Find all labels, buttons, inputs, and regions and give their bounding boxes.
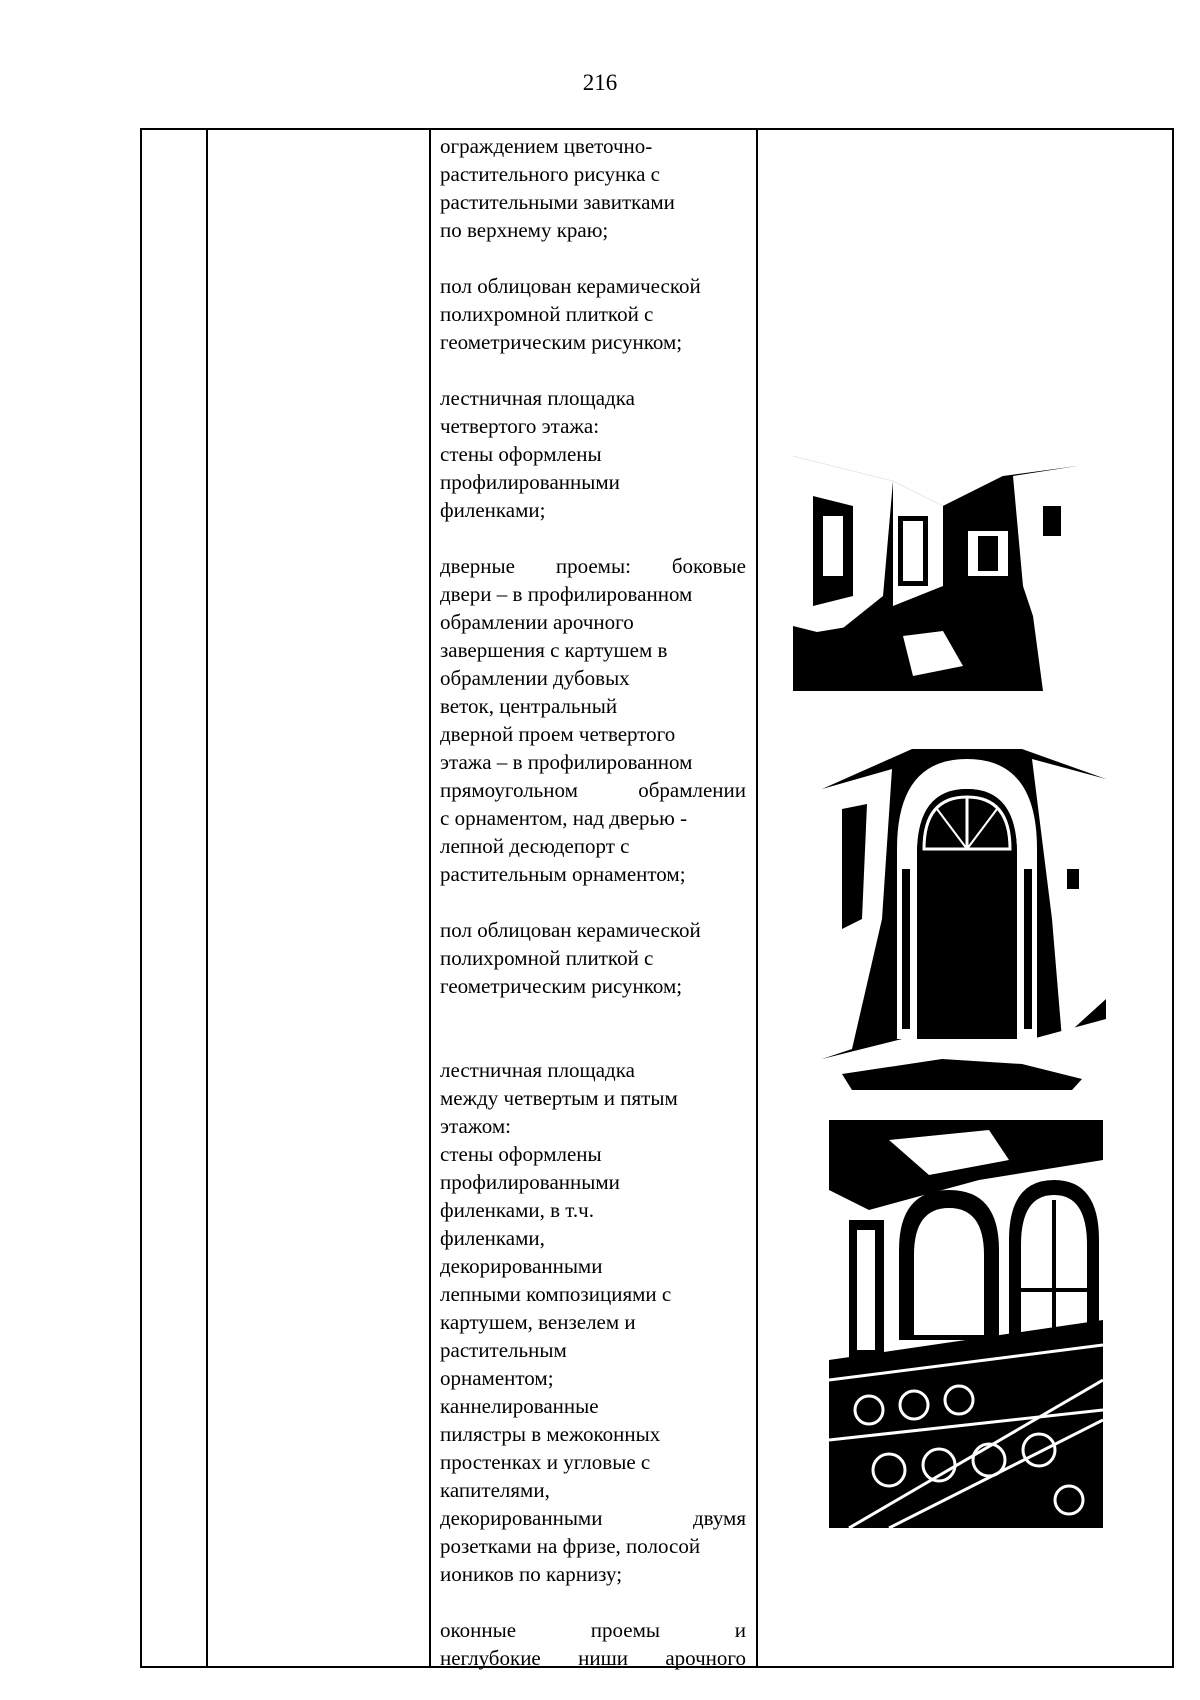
word: обрамлении — [638, 778, 746, 802]
word: оконные — [440, 1618, 517, 1642]
text-line: по верхнему краю; — [440, 218, 609, 242]
text-line: филенками, в т.ч. — [440, 1198, 594, 1222]
text-line: профилированными — [440, 470, 620, 494]
paragraph-landing-4 — [440, 384, 746, 524]
text-line — [440, 1644, 746, 1672]
word: декорированными — [440, 1506, 603, 1530]
text-line: завершения с картушем в — [440, 638, 668, 662]
text-line: веток, центральный — [440, 694, 618, 718]
text-line: филенками; — [440, 498, 546, 522]
text-line — [440, 1504, 746, 1532]
text-line: орнаментом; — [440, 1366, 554, 1390]
paragraph-landing-4-5 — [440, 1056, 746, 1588]
text-line: этажом: — [440, 1114, 511, 1138]
text-line: пол облицован керамической — [440, 918, 701, 942]
text-line — [440, 1616, 746, 1644]
column-divider-3 — [756, 128, 758, 1668]
text-line: картушем, вензелем и — [440, 1310, 636, 1334]
text-line: растительным орнаментом; — [440, 862, 686, 886]
word: дверные — [440, 554, 515, 578]
word: и — [734, 1618, 746, 1642]
text-line: четвертого этажа: — [440, 414, 600, 438]
paragraph-floor-1 — [440, 272, 746, 356]
text-line: стены оформлены — [440, 442, 602, 466]
text-line: каннелированные — [440, 1394, 599, 1418]
text-line: лепной десюдепорт с — [440, 834, 630, 858]
text-line: иоников по карнизу; — [440, 1562, 623, 1586]
text-line: пол облицован керамической — [440, 274, 701, 298]
text-line: растительного рисунка с — [440, 162, 660, 186]
text-line: двери – в профилированном — [440, 582, 693, 606]
text-line: капителями, — [440, 1478, 550, 1502]
text-line: филенками, — [440, 1226, 545, 1250]
text-line: геометрическим рисунком; — [440, 330, 683, 354]
text-line: дверной проем четвертого — [440, 722, 676, 746]
photo-landing-corridor — [793, 436, 1077, 691]
text-line: полихромной плиткой с — [440, 946, 654, 970]
text-line — [440, 776, 746, 804]
text-line: обрамлении дубовых — [440, 666, 630, 690]
description-cell — [440, 132, 746, 1700]
text-line: полихромной плиткой с — [440, 302, 654, 326]
word: боковые — [671, 554, 746, 578]
text-line: лестничная площадка — [440, 386, 635, 410]
text-line: геометрическим рисунком; — [440, 974, 683, 998]
word: неглубокие — [440, 1646, 541, 1670]
text-line: между четвертым и пятым — [440, 1086, 678, 1110]
text-line: стены оформлены — [440, 1142, 602, 1166]
text-line — [440, 552, 746, 580]
text-line: профилированными — [440, 1170, 620, 1194]
word: проемы: — [555, 554, 631, 578]
text-line: обрамлении арочного — [440, 610, 634, 634]
text-line: растительным — [440, 1338, 567, 1362]
text-line: пилястры в межоконных — [440, 1422, 661, 1446]
page-number: 216 — [582, 70, 618, 95]
word: проемы — [590, 1618, 660, 1642]
text-line: розетками на фризе, полосой — [440, 1534, 701, 1558]
text-line: лестничная площадка — [440, 1058, 635, 1082]
paragraph-railing — [440, 132, 746, 244]
text-line: лепными композициями с — [440, 1282, 672, 1306]
text-line: ограждением цветочно- — [440, 134, 653, 158]
text-line: этажа – в профилированном — [440, 750, 693, 774]
word: двумя — [692, 1506, 746, 1530]
text-line: растительными завитками — [440, 190, 675, 214]
column-divider-2 — [429, 128, 431, 1668]
paragraph-windows — [440, 1616, 746, 1672]
word: арочного — [665, 1646, 746, 1670]
word: ниши — [578, 1646, 628, 1670]
text-line: простенках и угловые с — [440, 1450, 651, 1474]
paragraph-floor-2 — [440, 916, 746, 1000]
photo-staircase — [829, 1120, 1103, 1528]
word: прямоугольном — [440, 778, 578, 802]
text-line: с орнаментом, над дверью - — [440, 806, 688, 830]
text-line: декорированными — [440, 1254, 603, 1278]
column-divider-1 — [206, 128, 208, 1668]
photo-arched-doorway — [822, 719, 1106, 1090]
paragraph-doorways — [440, 552, 746, 888]
